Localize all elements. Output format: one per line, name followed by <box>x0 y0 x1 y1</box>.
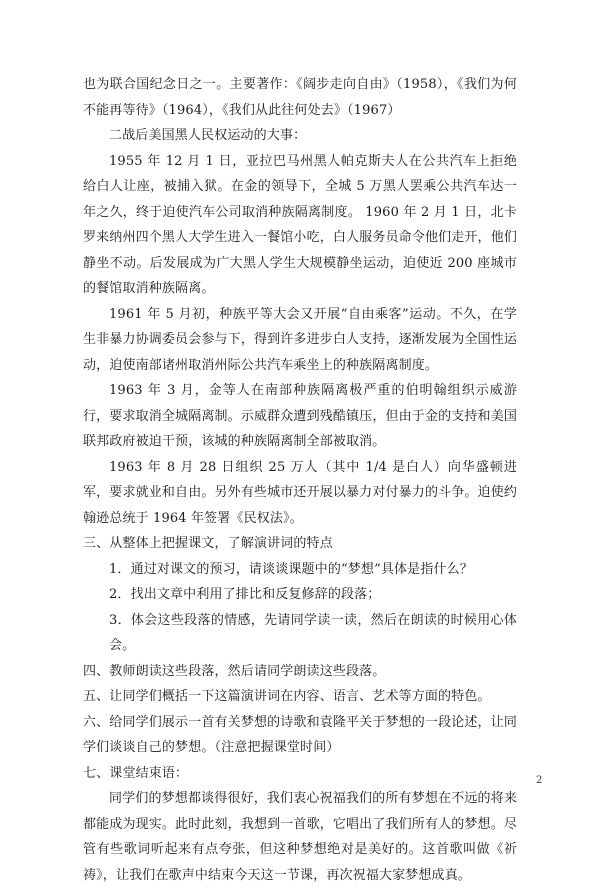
page-number: 2 <box>536 775 543 786</box>
section-heading-5: 五、让同学们概括一下这篇演讲词在内容、语言、艺术等方面的特色。 <box>83 689 491 704</box>
paragraph-events-heading: 二战后美国黑人民权运动的大事： <box>109 128 307 143</box>
paragraph-intro-works: 也为联合国纪念日之一。主要著作：《阔步走向自由》（1958），《我们为何不能再等待》（1964），《我们从此往何处去》（1967） <box>83 77 517 118</box>
paragraph-event-1963-march: 1963 年 3 月，金等人在南部种族隔离极严重的伯明翰组织示威游行，要求取消全城隔离制。示威群众遭到残酷镇压，但由于金的支持和美国联邦政府被迫干预，该城的种族隔离制全部被取消。 <box>83 383 517 449</box>
list-item-2: 2．找出文章中利用了排比和反复修辞的段落； <box>109 587 381 602</box>
section-heading-7: 七、课堂结束语： <box>83 765 189 781</box>
page-body <box>83 72 517 888</box>
section-heading-4: 四、教师朗读这些段落，然后请同学朗读这些段落。 <box>83 663 386 679</box>
paragraph-event-1955-1960: 1955 年 12 月 1 日，亚拉巴马州黑人帕克斯夫人在公共汽车上拒绝给白人让座，被捕入狱。在金的领导下，全城 5 万黑人罢乘公共汽车达一年之久，终于迫使汽车公司取消种族隔离制度。 1960 年 2 月 1 日，北卡罗来纳州四个黑人大学生进入一餐馆小吃，白人服务员命令他们走开，他们静坐不动。后发展成为广大黑人学生大规模静坐运动，迫使近 200 座城市的餐馆取消种族隔离。 <box>83 153 517 296</box>
list-item-3: 3．体会这些段落的情感，先请同学读一读，然后在朗读的时候用心体会。 <box>109 612 517 653</box>
section-heading-6: 六、给同学们展示一首有关梦想的诗歌和袁隆平关于梦想的一段论述，让同学们谈谈自己的梦想。（注意把握课堂时间） <box>83 714 517 755</box>
section-heading-3: 三、从整体上把握课文，了解演讲词的特点 <box>83 536 333 551</box>
list-item-1: 1．通过对课文的预习，请谈谈课题中的“梦想”具体是指什么？ <box>109 561 473 577</box>
paragraph-closing-remarks: 同学们的梦想都谈得很好，我们衷心祝福我们的所有梦想在不远的将来都能成为现实。此时此刻，我想到一首歌，它唱出了我们所有人的梦想。尽管有些歌词听起来有点夸张，但这种梦想绝对是美好的。这首歌叫做《祈祷》，让我们在歌声中结束今天这一节课，再次祝福大家梦想成真。 <box>83 791 517 883</box>
paragraph-event-1963-august: 1963 年 8 月 28 日组织 25 万人（其中 1/4 是白人）向华盛顿进军，要求就业和自由。另外有些城市还开展以暴力对付暴力的斗争。迫使约翰逊总统于 1964 年签署《民权法》。 <box>83 459 517 526</box>
paragraph-event-1961: 1961 年 5 月初，种族平等大会又开展“自由乘客”运动。不久，在学生非暴力协调委员会参与下，得到许多进步白人支持，逐渐发展为全国性运动，迫使南部诸州取消州际公共汽车乘坐上的种族隔离制度。 <box>83 306 517 373</box>
